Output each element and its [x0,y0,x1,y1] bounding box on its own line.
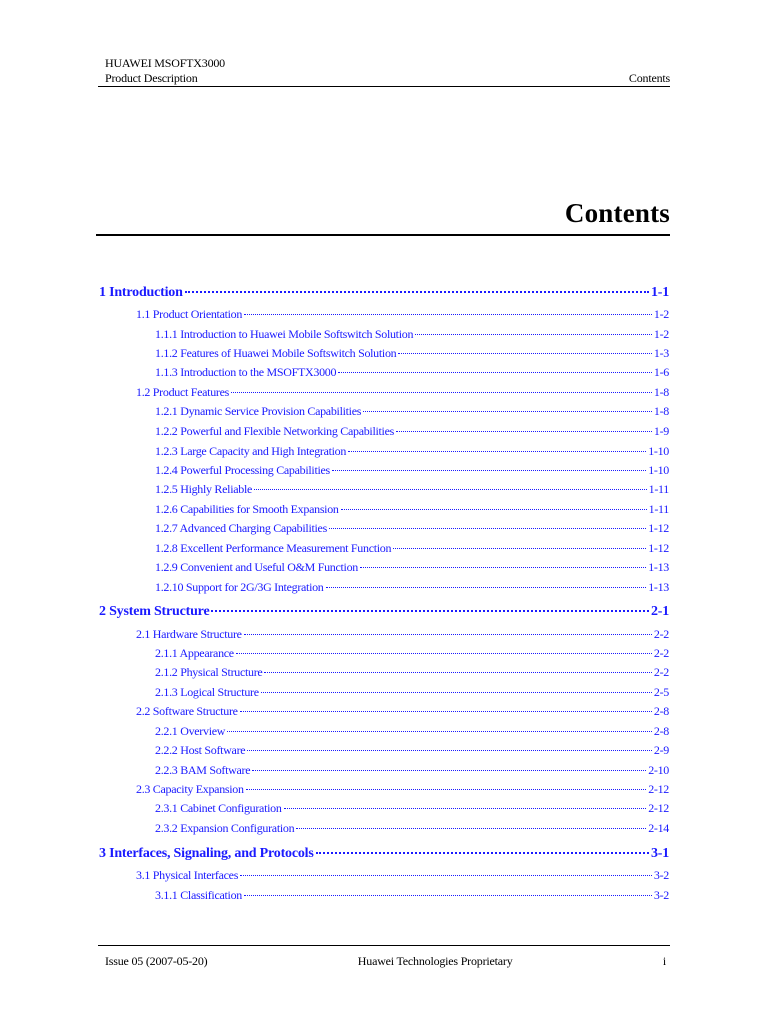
toc-leader-dots [360,567,646,568]
toc-entry-title: 1.1.2 Features of Huawei Mobile Softswitch Solution [155,346,397,360]
header-product: HUAWEI MSOFTX3000 [105,56,225,70]
toc-entry-page: 2-1 [650,604,669,619]
toc-entry-level-3[interactable] [155,404,669,419]
toc-leader-dots [363,411,652,412]
toc-entry-level-3[interactable] [155,346,669,361]
header-section: Contents [628,71,670,85]
toc-leader-dots [244,314,652,315]
toc-leader-dots [284,808,647,809]
toc-entry-title: 2.2.2 Host Software [155,743,246,757]
toc-entry-level-3[interactable] [155,724,669,739]
toc-entry-level-3[interactable] [155,541,669,556]
toc-entry-page: 1-12 [648,521,669,535]
toc-entry-page: 2-12 [648,782,669,796]
toc-entry-page: 2-2 [653,665,669,679]
toc-entry-page: 2-2 [653,627,669,641]
toc-entry-level-2[interactable] [136,307,669,322]
toc-entry-page: 2-10 [648,763,669,777]
toc-entry-title: 1.2.3 Large Capacity and High Integration [155,444,347,458]
toc-entry-title: 3.1 Physical Interfaces [136,868,239,882]
footer-issue: Issue 05 (2007-05-20) [105,954,208,968]
toc-entry-page: 1-13 [648,580,669,594]
toc-leader-dots [396,431,652,432]
toc-leader-dots [254,489,647,490]
toc-entry-level-3[interactable] [155,801,669,816]
toc-entry-level-3[interactable] [155,482,669,497]
toc-entry-page: 2-14 [648,821,669,835]
toc-entry-title: 1.2.5 Highly Reliable [155,482,253,496]
toc-entry-page: 1-10 [648,444,669,458]
toc-entry-page: 1-13 [648,560,669,574]
toc-entry-title: 2.3 Capacity Expansion [136,782,244,796]
toc-entry-level-3[interactable] [155,665,669,680]
toc-entry-title: 1.1.1 Introduction to Huawei Mobile Softswitch Solution [155,327,414,341]
toc-entry-title: 2.3.2 Expansion Configuration [155,821,295,835]
toc-entry-title: 1.2.1 Dynamic Service Provision Capabilities [155,404,362,418]
toc-entry-level-3[interactable] [155,502,669,517]
toc-leader-dots [348,451,646,452]
toc-entry-level-1[interactable] [99,604,669,620]
toc-leader-dots [244,634,652,635]
toc-leader-dots [247,750,652,751]
toc-entry-title: 1.1.3 Introduction to the MSOFTX3000 [155,365,337,379]
toc-entry-level-3[interactable] [155,463,669,478]
toc-entry-page: 2-2 [653,646,669,660]
toc-leader-dots [296,828,646,829]
toc-entry-level-3[interactable] [155,685,669,700]
toc-leader-dots [415,334,652,335]
toc-entry-page: 2-8 [653,704,669,718]
toc-entry-title: 2.2 Software Structure [136,704,238,718]
toc-leader-dots [236,653,652,654]
toc-entry-level-3[interactable] [155,444,669,459]
toc-entry-level-2[interactable] [136,627,669,642]
toc-entry-level-3[interactable] [155,646,669,661]
toc-entry-level-3[interactable] [155,560,669,575]
toc-leader-dots [211,610,648,612]
toc-entry-title: 2.1 Hardware Structure [136,627,242,641]
toc-entry-page: 2-9 [653,743,669,757]
toc-leader-dots [246,789,646,790]
toc-entry-page: 1-2 [653,307,669,321]
toc-leader-dots [341,509,647,510]
toc-entry-level-1[interactable] [99,846,669,862]
toc-entry-page: 1-8 [653,404,669,418]
toc-entry-title: 1 Introduction [99,285,183,300]
toc-entry-title: 1.2.7 Advanced Charging Capabilities [155,521,327,535]
toc-entry-level-2[interactable] [136,704,669,719]
toc-entry-level-3[interactable] [155,580,669,595]
toc-leader-dots [240,875,652,876]
toc-entry-page: 1-3 [653,346,669,360]
toc-leader-dots [185,291,649,293]
toc-entry-page: 1-10 [648,463,669,477]
toc-entry-level-3[interactable] [155,365,669,380]
toc-entry-page: 1-6 [653,365,669,379]
toc-leader-dots [227,731,652,732]
toc-entry-page: 3-2 [653,888,669,902]
toc-entry-page: 1-1 [650,285,669,300]
toc-leader-dots [329,528,646,529]
toc-entry-page: 1-11 [648,502,669,516]
footer-page-number: i [662,954,666,968]
toc-entry-page: 1-2 [653,327,669,341]
toc-entry-page: 2-5 [653,685,669,699]
toc-entry-title: 2 System Structure [99,604,210,619]
footer-divider [98,945,670,946]
toc-entry-title: 1.1 Product Orientation [136,307,243,321]
toc-entry-title: 3 Interfaces, Signaling, and Protocols [99,846,314,861]
toc-entry-title: 1.2.2 Powerful and Flexible Networking Capabilities [155,424,394,438]
toc-entry-title: 2.1.1 Appearance [155,646,234,660]
toc-entry-title: 2.2.3 BAM Software [155,763,251,777]
toc-entry-level-3[interactable] [155,424,669,439]
toc-entry-page: 1-9 [653,424,669,438]
toc-leader-dots [240,711,652,712]
toc-entry-page: 1-11 [648,482,669,496]
toc-leader-dots [332,470,646,471]
toc-entry-level-3[interactable] [155,743,669,758]
toc-leader-dots [244,895,652,896]
toc-entry-title: 1.2.8 Excellent Performance Measurement Function [155,541,392,555]
footer-company: Huawei Technologies Proprietary [357,954,513,968]
toc-entry-page: 2-8 [653,724,669,738]
toc-entry-title: 2.2.1 Overview [155,724,226,738]
toc-entry-title: 2.1.2 Physical Structure [155,665,263,679]
toc-leader-dots [261,692,652,693]
toc-entry-title: 2.3.1 Cabinet Configuration [155,801,282,815]
toc-entry-level-3[interactable] [155,763,669,778]
toc-entry-level-3[interactable] [155,521,669,536]
toc-leader-dots [231,392,652,393]
toc-leader-dots [252,770,646,771]
toc-entry-title: 1.2.9 Convenient and Useful O&M Function [155,560,358,574]
toc-entry-title: 3.1.1 Classification [155,888,242,902]
toc-entry-level-2[interactable] [136,782,669,797]
toc-leader-dots [326,587,647,588]
toc-entry-page: 3-1 [650,846,669,861]
toc-leader-dots [316,852,649,854]
page-title: Contents [564,198,670,228]
toc-entry-level-2[interactable] [136,385,669,400]
toc-entry-page: 3-2 [653,868,669,882]
toc-entry-level-3[interactable] [155,888,669,903]
toc-leader-dots [393,548,646,549]
toc-entry-page: 2-12 [648,801,669,815]
toc-entry-level-3[interactable] [155,821,669,836]
toc-entry-title: 1.2.6 Capabilities for Smooth Expansion [155,502,339,516]
toc-leader-dots [264,672,651,673]
toc-entry-title: 1.2.4 Powerful Processing Capabilities [155,463,330,477]
toc-entry-title: 1.2 Product Features [136,385,229,399]
toc-entry-level-2[interactable] [136,868,669,883]
toc-entry-level-3[interactable] [155,327,669,342]
toc-entry-page: 1-8 [653,385,669,399]
page-footer [105,954,666,969]
toc-entry-title: 2.1.3 Logical Structure [155,685,259,699]
toc-entry-level-1[interactable] [99,285,669,301]
toc-leader-dots [398,353,652,354]
toc-entry-title: 1.2.10 Support for 2G/3G Integration [155,580,324,594]
toc-leader-dots [338,372,652,373]
header-doc-type: Product Description [105,71,198,85]
toc-entry-page: 1-12 [648,541,669,555]
